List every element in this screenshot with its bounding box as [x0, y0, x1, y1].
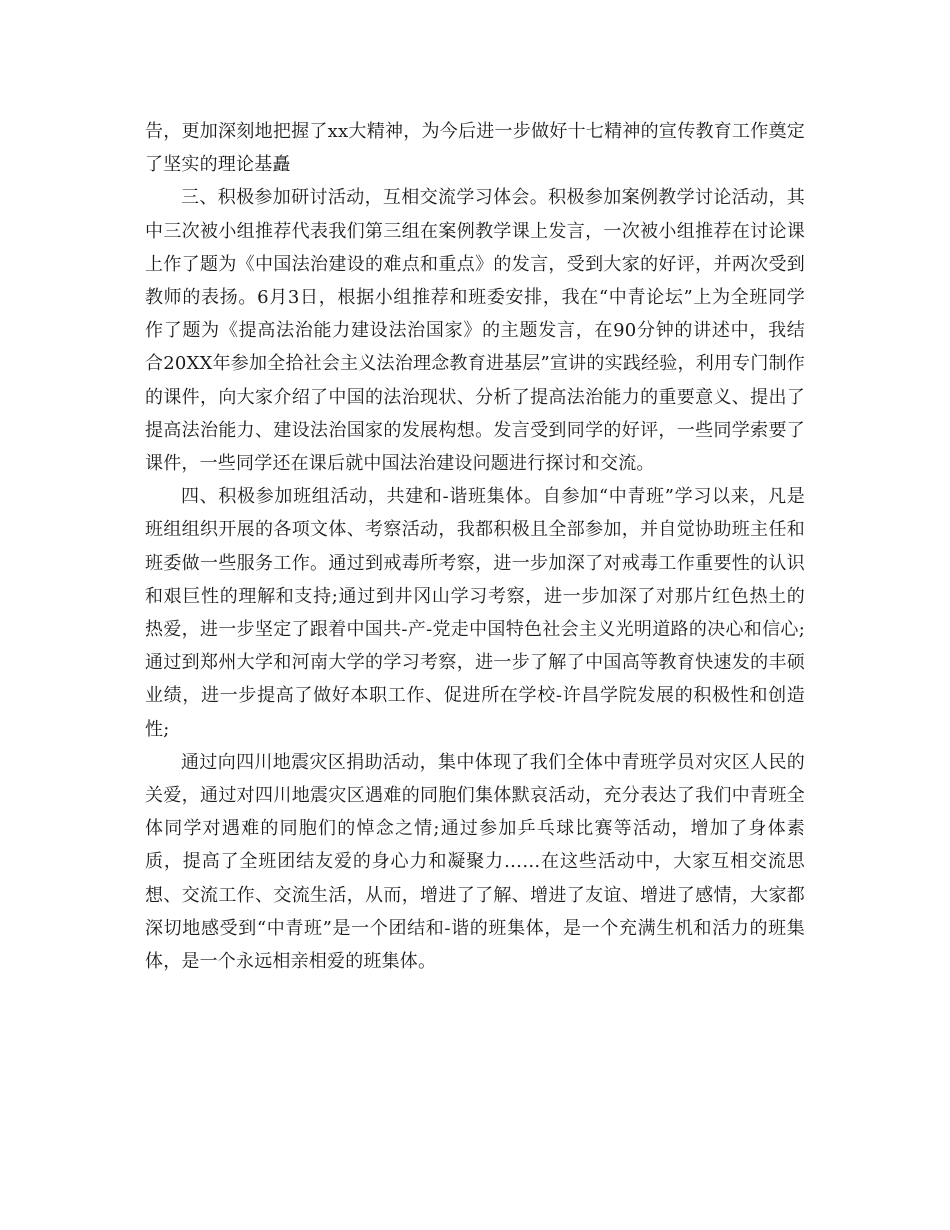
paragraph-class-activities: 四、积极参加班组活动，共建和-谐班集体。自参加“中青班”学习以来，凡是班组组织开展的各项文体、考察活动，我都积极且全部参加，并自觉协助班主任和班委做一些服务工作。通过到戒毒所考察，进一步加深了对戒毒工作重要性的认识和艰巨性的理解和支持;通过到井冈山学习考察，进一步加深了对那片红色热土的热爱，进一步坚定了跟着中国共-产-党走中国特色社会主义光明道路的决心和信心;通过到郑州大学和河南大学的学习考察，进一步了解了中国高等教育快速发的丰硕业绩，进一步提高了做好本职工作、促进所在学校-许昌学院发展的积极性和创造性; — [145, 486, 805, 740]
paragraph-research-activities: 三、积极参加研讨活动，互相交流学习体会。积极参加案例教学讨论活动，其中三次被小组推荐代表我们第三组在案例教学课上发言，一次被小组推荐在讨论课上作了题为《中国法治建设的难点和重点》的发言，受到大家的好评，并两次受到教师的表扬。6月3日，根据小组推荐和班委安排，我在“中青论坛”上为全班同学作了题为《提高法治能力建设法治国家》的主题发言，在90分钟的讲述中，我结合20XX年参加全拾社会主义法治理念教育进基层”宣讲的实践经验，利用专门制作的课件，向大家介绍了中国的法治现状、分析了提高法治能力的重要意义、提出了提高法治能力、建设法治国家的发展构想。发言受到同学的好评，一些同学索要了课件，一些同学还在课后就中国法治建设问题进行探讨和交流。 — [145, 187, 805, 475]
paragraph-continuation: 告，更加深刻地把握了xx大精神，为今后进一步做好十七精神的宣传教育工作奠定了坚实的理论基矗 — [145, 121, 805, 176]
document-body — [145, 115, 805, 978]
paragraph-earthquake-relief: 通过向四川地震灾区捐助活动，集中体现了我们全体中青班学员对灾区人民的关爱，通过对四川地震灾区遇难的同胞们集体默哀活动，充分表达了我们中青班全体同学对遇难的同胞们的悼念之情;通过参加乒乓球比赛等活动，增加了身体素质，提高了全班团结友爱的身心力和凝聚力……在这些活动中，大家互相交流思想、交流工作、交流生活，从而，增进了了解、增进了友谊、增进了感情，大家都深切地感受到“中青班”是一个团结和-谐的班集体，是一个充满生机和活力的班集体，是一个永远相亲相爱的班集体。 — [145, 751, 805, 973]
